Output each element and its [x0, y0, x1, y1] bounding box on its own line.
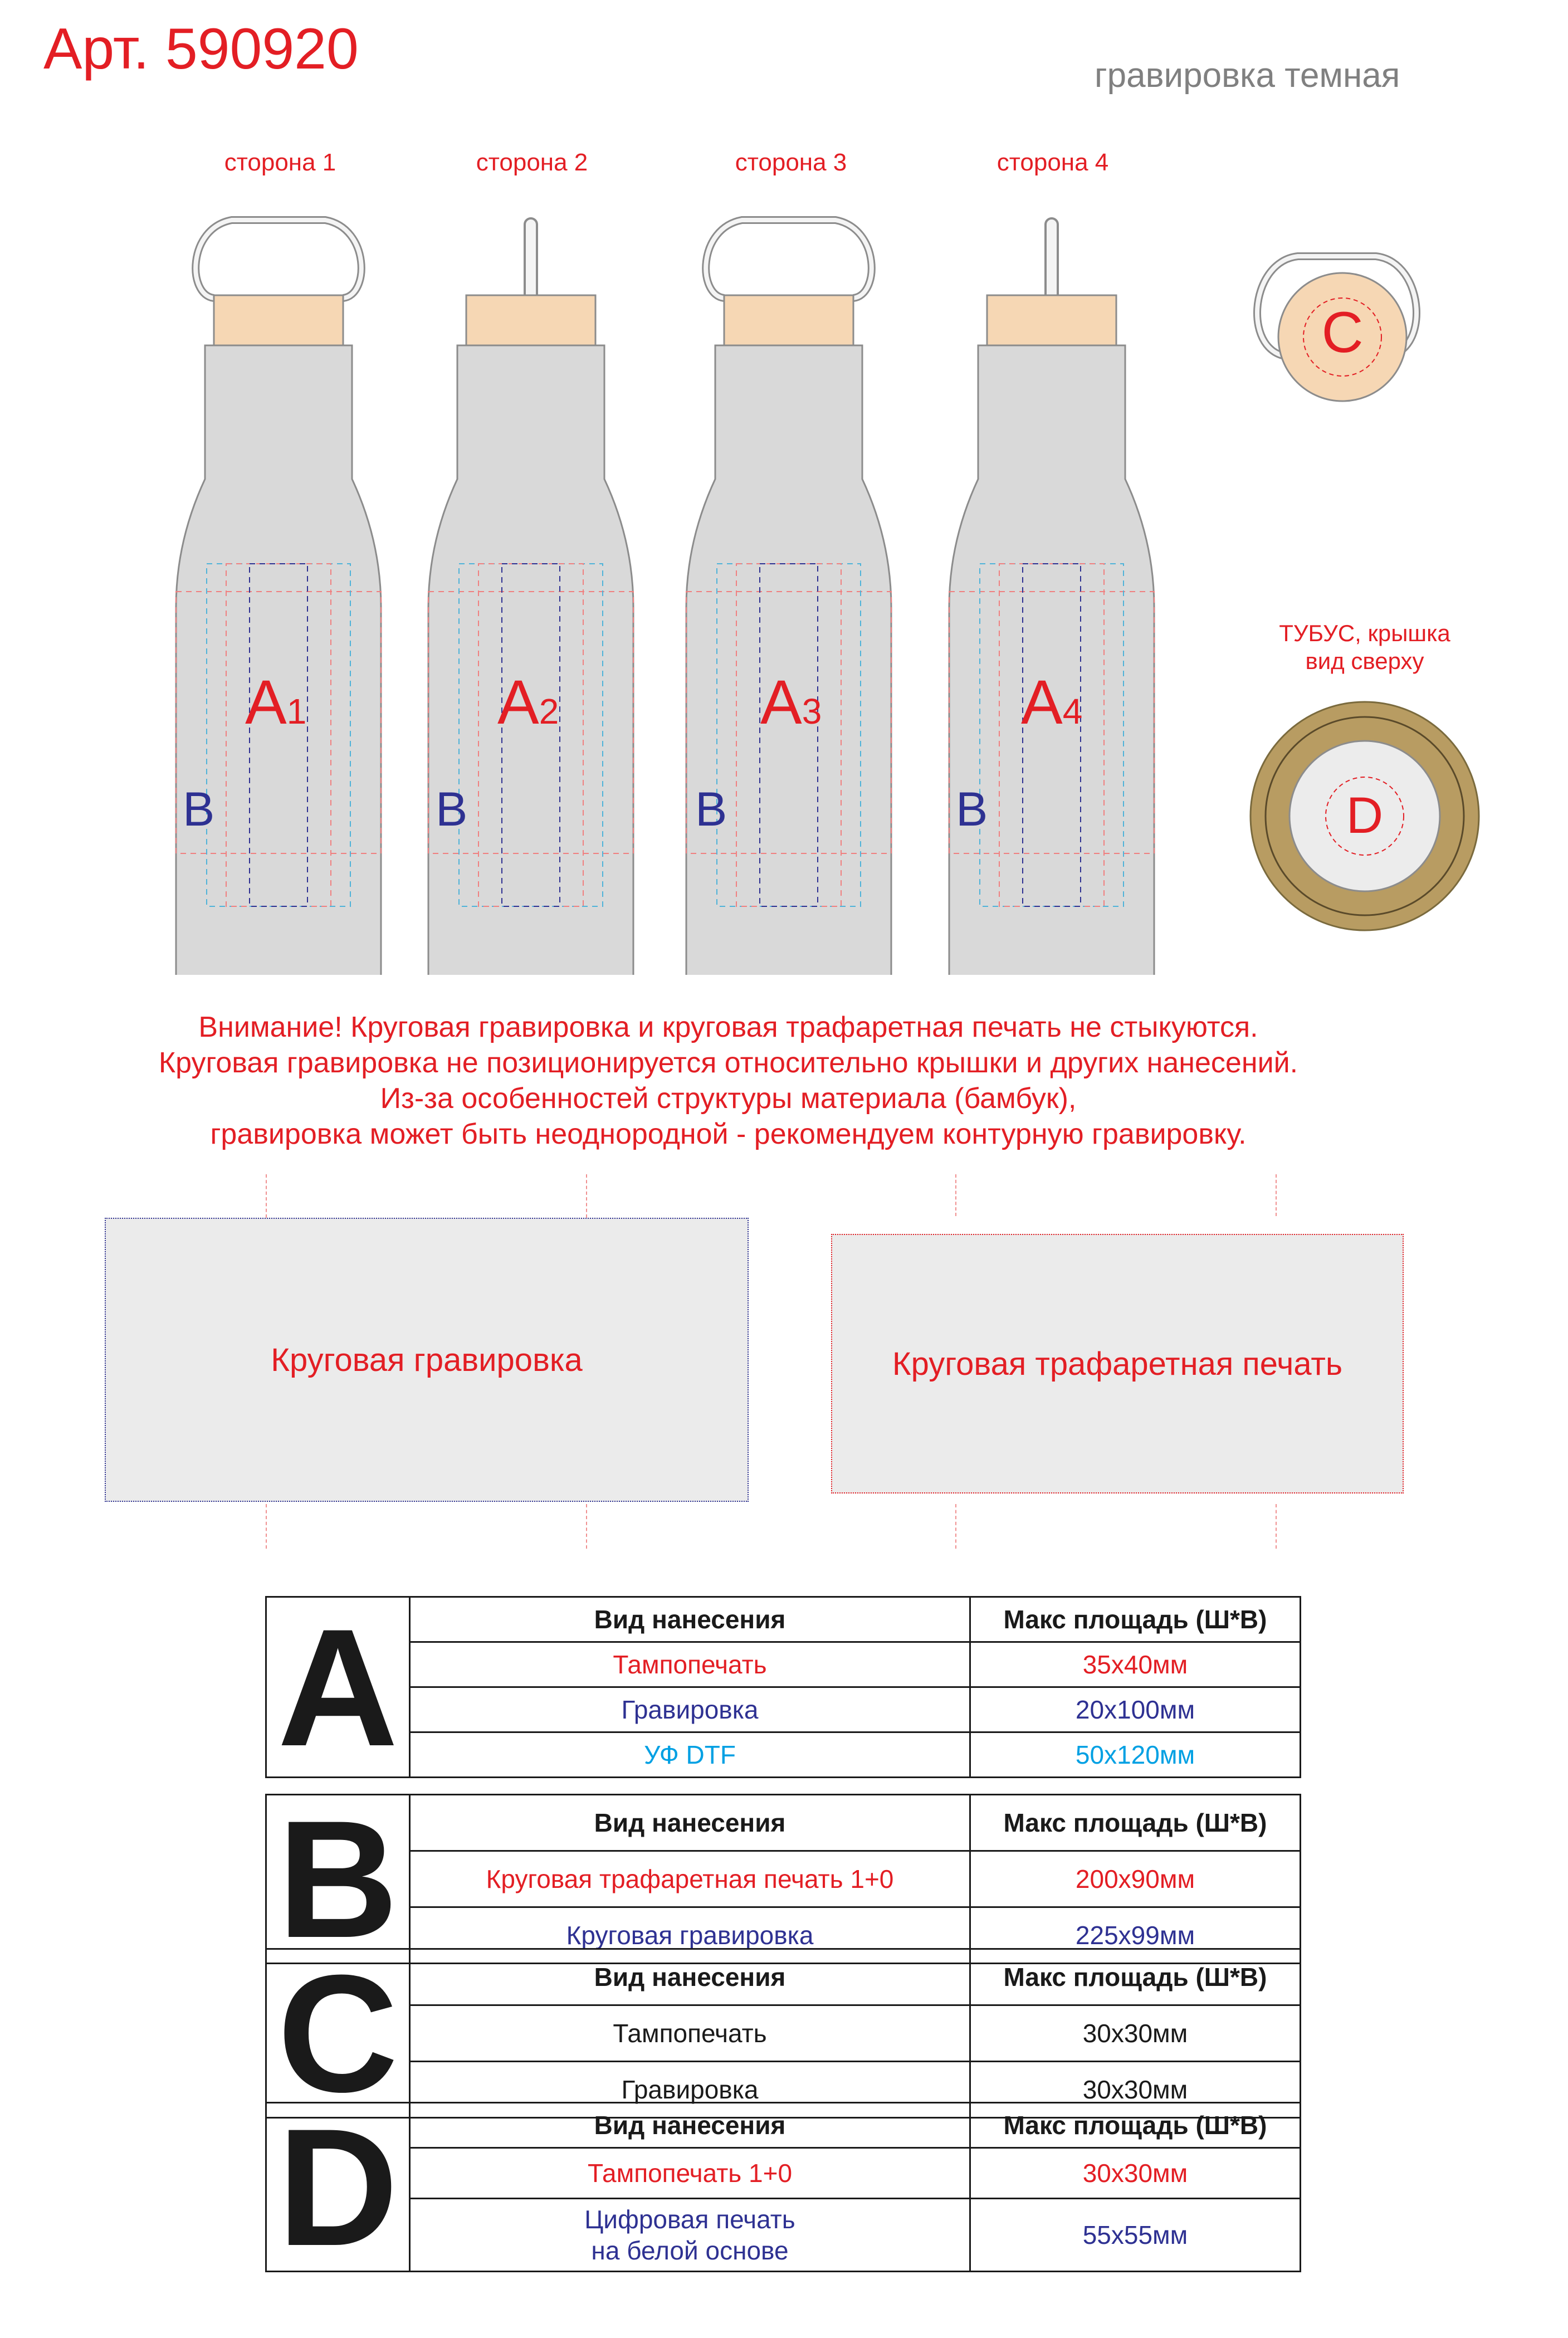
marker-line — [955, 1174, 956, 1216]
bottle-side-2 — [428, 218, 633, 975]
bottle-side-3 — [686, 220, 891, 975]
side-label-3: сторона 3 — [735, 149, 847, 176]
table-row: Тампопечать 30x30мм — [266, 2005, 1301, 2062]
engraving-subtitle: гравировка темная — [1095, 56, 1400, 95]
marker-line — [955, 1504, 956, 1549]
spec-table-c — [265, 1940, 1301, 2127]
table-row: Круговая трафаретная печать 1+0 200x90мм — [266, 1851, 1301, 1907]
table-letter-d: D — [266, 2103, 410, 2272]
table-row: Цифровая печать на белой основе 55x55мм — [266, 2199, 1301, 2272]
marker-line — [586, 1504, 587, 1549]
table-header-method: Вид нанесения — [410, 2103, 970, 2148]
table-row: Гравировка 20x100мм — [266, 1687, 1301, 1732]
bottles-drawing — [0, 0, 1568, 975]
zone-a1-label: A1 — [245, 667, 307, 737]
table-row: Круговая гравировка 225x99мм — [266, 1907, 1301, 1964]
circular-screen-print-layout: Круговая трафаретная печать — [831, 1234, 1404, 1493]
zone-b-label-1: B — [183, 783, 215, 836]
spec-table-a — [265, 1593, 1301, 1781]
table-header-area: Макс площадь (Ш*В) — [970, 1949, 1301, 2005]
spec-table-d — [265, 2093, 1301, 2281]
marker-line — [586, 1174, 587, 1218]
table-header-method: Вид нанесения — [410, 1795, 970, 1851]
spec-table-b — [265, 1785, 1301, 1973]
table-header-area: Макс площадь (Ш*В) — [970, 2103, 1301, 2148]
table-row: УФ DTF 50x120мм — [266, 1732, 1301, 1778]
circular-engraving-layout: Круговая гравировка — [105, 1218, 749, 1502]
side-label-1: сторона 1 — [224, 149, 336, 176]
side-label-4: сторона 4 — [997, 149, 1109, 176]
table-letter-a: A — [266, 1597, 410, 1778]
zone-a3-label: A3 — [760, 667, 822, 737]
tubus-caption: ТУБУС, крышка вид сверху — [1279, 620, 1450, 675]
marker-line — [266, 1504, 267, 1549]
zone-d-label: D — [1346, 787, 1384, 844]
table-letter-c: C — [266, 1949, 410, 2118]
article-title: Арт. 590920 — [43, 17, 359, 81]
marker-line — [1276, 1174, 1277, 1216]
table-header-method: Вид нанесения — [410, 1597, 970, 1642]
table-header-method: Вид нанесения — [410, 1949, 970, 2005]
side-label-2: сторона 2 — [476, 149, 588, 176]
marker-line — [266, 1174, 267, 1218]
table-row: Гравировка 30x30мм — [266, 2062, 1301, 2118]
warning-text: Внимание! Круговая гравировка и круговая трафаретная печать не стыкуются. Круговая гравировка не позиционируется относительно крышки и других нанесений. Из-за особенностей структуры материала (бамбук), гравировка может быть неоднородной - рекомендуем контурную гравировку. — [158, 1011, 1298, 1150]
zone-a4-label: A4 — [1021, 667, 1083, 737]
bottle-side-1 — [176, 220, 381, 975]
zone-c-label: C — [1321, 300, 1364, 365]
bottle-side-4 — [949, 218, 1154, 975]
table-header-area: Макс площадь (Ш*В) — [970, 1597, 1301, 1642]
zone-b-label-3: B — [695, 783, 727, 836]
table-row: Тампопечать 35x40мм — [266, 1642, 1301, 1687]
table-header-area: Макс площадь (Ш*В) — [970, 1795, 1301, 1851]
zone-b-label-4: B — [956, 783, 988, 836]
zone-a2-label: A2 — [497, 667, 559, 737]
table-row: Тампопечать 1+0 30x30мм — [266, 2148, 1301, 2199]
zone-b-label-2: B — [436, 783, 468, 836]
table-letter-b: B — [266, 1795, 410, 1964]
marker-line — [1276, 1504, 1277, 1549]
